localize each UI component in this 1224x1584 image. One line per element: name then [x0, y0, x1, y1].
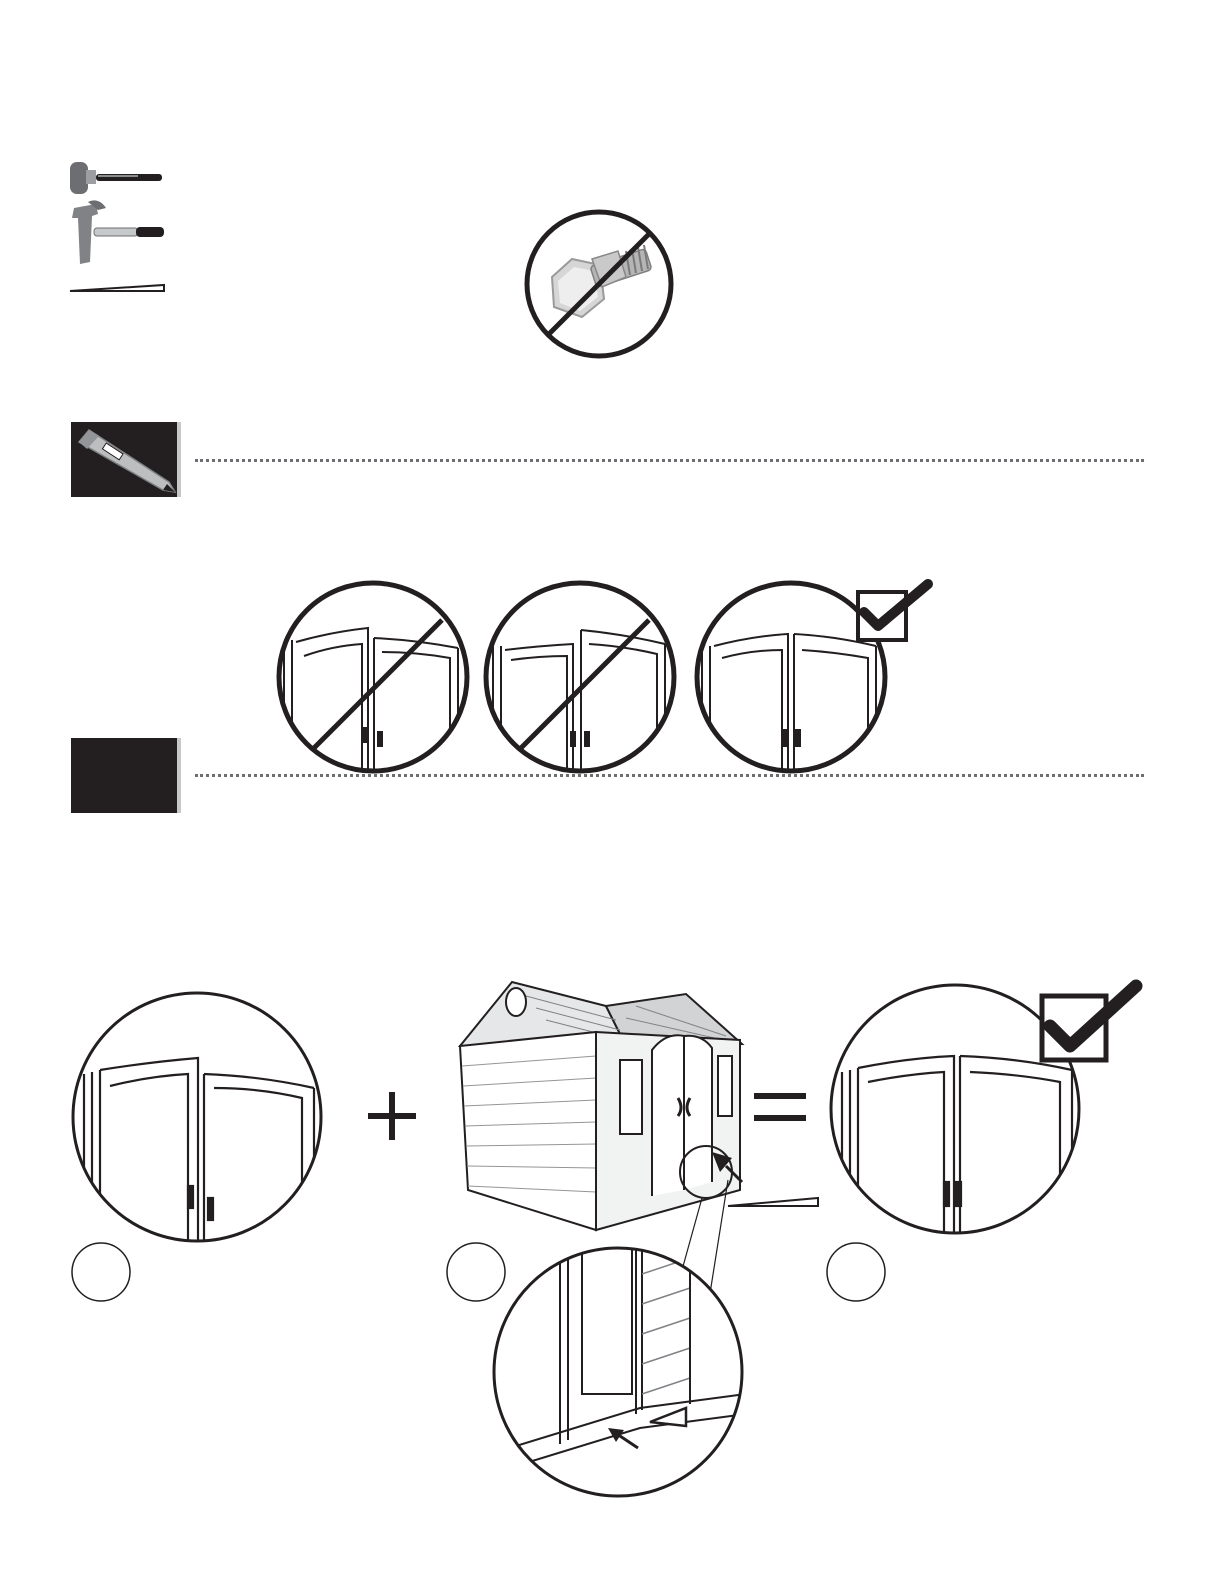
pencil-icon [71, 422, 177, 497]
equals-operator [750, 1088, 810, 1128]
claw-hammer-icon [68, 198, 168, 270]
check-box-icon [854, 578, 936, 644]
wood-shim-icon [68, 282, 168, 294]
dotted-separator [195, 774, 1144, 777]
uneven-doors-icon [70, 990, 324, 1244]
door-misaligned-icon [483, 580, 677, 774]
pencil-badge [71, 422, 181, 497]
step-number-circle [70, 1241, 132, 1303]
rubber-mallet-icon [68, 158, 168, 198]
door-misaligned-icon [276, 580, 470, 774]
dotted-separator [195, 459, 1144, 462]
no-hardware-bolt-nut-icon [522, 207, 676, 361]
plus-operator [364, 1088, 420, 1144]
check-box-icon [1036, 978, 1146, 1068]
shim-detail-icon [490, 1244, 746, 1500]
step-badge [71, 738, 181, 813]
step-number-circle [825, 1241, 887, 1303]
